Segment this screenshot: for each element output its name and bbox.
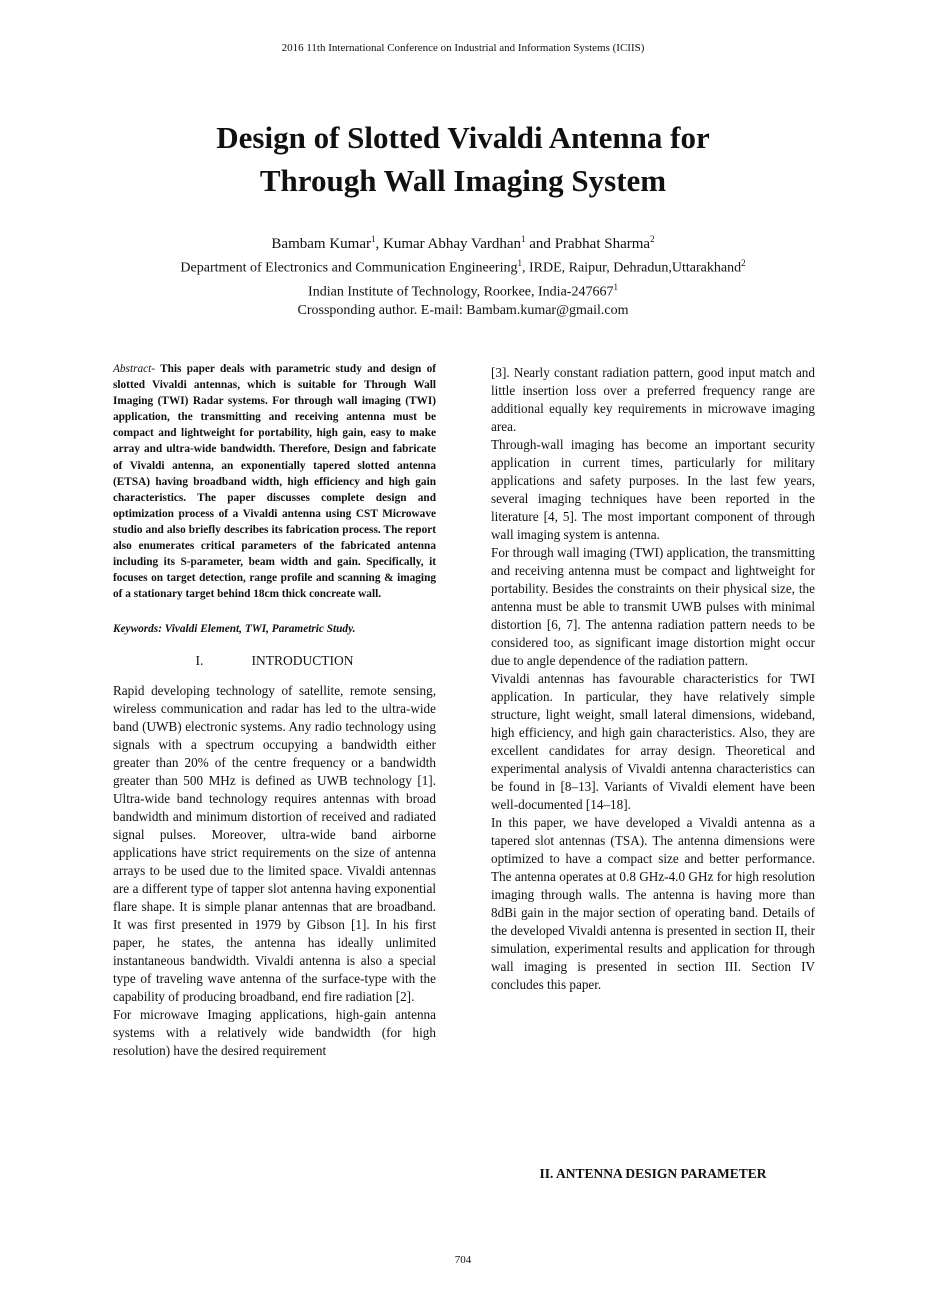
paragraph: For through wall imaging (TWI) application, the transmitting and receiving antenna must be compact and lightweight for portability. Besides the constraints on their physical size, the antenna must be able to transmit UWB pulses with minimal distortion [6, 7]. The antenna radiation pattern needs to be considered too, as significant image distortion might occur due to angle dependence of the radiation pattern.	[491, 545, 815, 668]
abstract-label: Abstract-	[113, 363, 156, 375]
affiliation-2: Indian Institute of Technology, Roorkee, India-247667$^1$	[308, 281, 618, 300]
keywords-label: Keywords	[113, 623, 159, 636]
right-column	[491, 364, 815, 994]
title-line-2: Through Wall Imaging System	[259, 163, 667, 198]
keywords-text: Vivaldi Element, TWI, Parametric Study.	[164, 623, 356, 636]
title-line-1: Design of Slotted Vivaldi Antenna for	[216, 120, 710, 155]
page-number: 704	[454, 1254, 472, 1266]
paragraph: Rapid developing technology of satellite, remote sensing, wireless communication and radar has led to the ultra-wide band (UWB) electronic systems. Any radio technology using signals with a spectrum occupying a bandwidth either greater than 20% of the centre frequency or a bandwidth greater than 500 MHz is defined as UWB technology [1]. Ultra-wide band technology requires antennas with broad bandwidth and minimum distortion of received and radiated signal pulses. Moreover, ultra-wide band airborne applications have strict requirements on the size of antenna arrays to be used due to the limited space. Vivaldi antennas are a different type of tapper slot antenna having exponential flare shape. It is simple planar antennas that are broadband. It was first presented in 1979 by Gibson [1]. In his first paper, he states, the antenna has ideally unlimited instantaneous bandwidth. Vivaldi antenna is also a special type of traveling wave antenna of the surface-type with the capability of producing broadband, end fire radiation [2].	[113, 683, 436, 1005]
section-heading-introduction	[113, 652, 436, 670]
corresponding-author: Crossponding author. E-mail: Bambam.kumar@gmail.com	[297, 303, 629, 319]
abstract-text: This paper deals with parametric study and design of slotted Vivaldi antennas, which is suitable for Through Wall Imaging (TWI) Radar systems. For through wall imaging (TWI) application, the transmitting and receiving antenna must be compact and lightweight for portability, high gain, easy to make array and ultra-wide bandwidth. Therefore, Design and fabricate of Vivaldi antenna, an exponentially tapered slotted antenna (ETSA) having broadband width, high efficiency and high gain characteristics. The paper discusses complete design and optimization process of a Vivaldi antenna using CST Microwave studio and also briefly describes its fabrication process. The report also enumerates critical parameters of the fabricated antenna including its S-parameter, beam width and gain. Specifically, it focuses on target detection, range profile and scanning & imaging of a stationary target behind 18cm thick concreate wall.	[113, 363, 436, 601]
paragraph: In this paper, we have developed a Vivaldi antenna as a tapered slot antennas (TSA). The antenna dimensions were optimized to have a compact size and better performance. The antenna operates at 0.8 GHz-4.0 GHz for high resolution imaging through walls. The antenna is having more than 8dBi gain in the major section of operating band. Details of the developed Vivaldi antenna is presented in section II, their simulation, experimental results and application for through wall imaging is presented in section III. Section IV concludes this paper.	[491, 815, 815, 992]
section-title: INTRODUCTION	[251, 653, 354, 669]
section-number: I.	[195, 653, 204, 669]
author-3: Prabhat Sharma	[554, 236, 651, 252]
section-heading-antenna-design: II. ANTENNA DESIGN PARAMETER	[539, 1166, 767, 1181]
paragraph: Vivaldi antennas has favourable characteristics for TWI application. In particular, they have relatively simple structure, light weight, small lateral dimensions, wideband, high efficiency, and high gain characteristics. Also, they are excellent candidates for array design. Theoretical and experimental analysis of Vivaldi antenna characteristics can be found in [8–13]. Variants of Vivaldi element have been well-documented [14–18].	[491, 671, 815, 812]
keywords: Keywords: Vivaldi Element, TWI, Parametric Study.	[113, 623, 356, 636]
paragraph: Through-wall imaging has become an important security application in current times, particularly for military applications and safety purposes. In the last few years, several imaging techniques have been reported in the literature [4, 5]. The most important component of through wall imaging system is antenna.	[491, 437, 815, 542]
abstract	[113, 361, 436, 602]
paper-title	[0, 116, 926, 202]
paragraph: For microwave Imaging applications, high-gain antenna systems with a relatively wide bandwidth (for high resolution) have the desired requirement	[113, 1007, 436, 1059]
affiliation-1: Department of Electronics and Communication Engineering$^1$, IRDE, Raipur, Dehradun,Uttarakhand$^2$	[180, 258, 746, 276]
paragraph: [3]. Nearly constant radiation pattern, good input match and little insertion loss over a preferred frequency range are additional equally key requirements in microwave imaging area.	[491, 365, 815, 434]
author-block	[0, 230, 926, 320]
author-1: Bambam Kumar	[271, 236, 371, 252]
left-column	[113, 361, 436, 1060]
author-names: Bambam Kumar$^1$, Kumar Abhay Vardhan$^1$ and Prabhat Sharma$^2$	[271, 234, 655, 252]
author-2: Kumar Abhay Vardhan	[382, 236, 522, 252]
conference-header: 2016 11th International Conference on Industrial and Information Systems (ICIIS)	[281, 42, 645, 54]
